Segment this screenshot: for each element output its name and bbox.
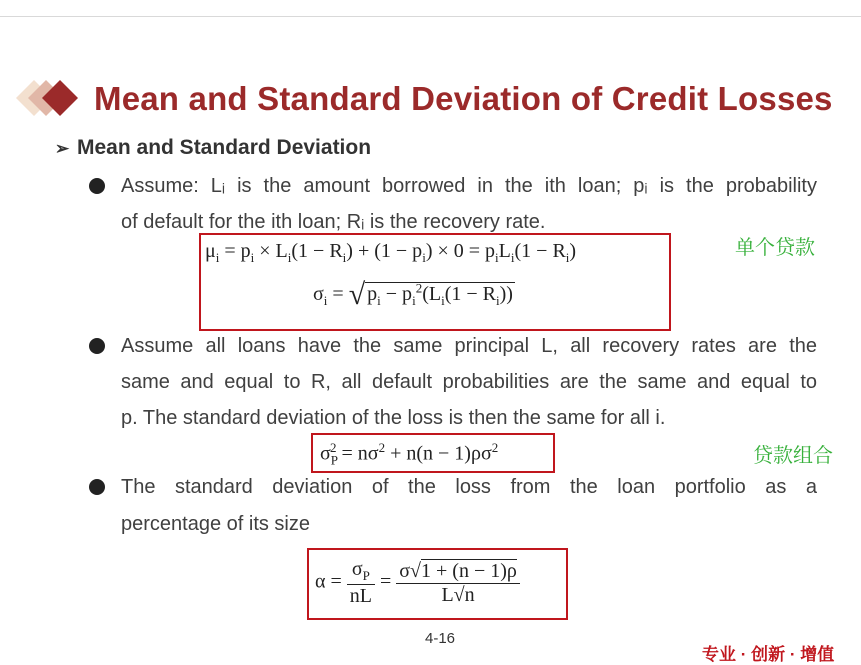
bullet3-line1: The standard deviation of the loss from the loan portfolio as a [121, 476, 817, 498]
diamond-logo-icon [16, 78, 86, 118]
alpha-formula: α = $\frac{\sigma_P}{nL}$ = $\frac{\sigma√1 + (n - 1)\rho}{L√n}$ [315, 558, 520, 608]
section-heading [55, 136, 371, 160]
bullet-dot [89, 178, 105, 194]
sigma-formula: $\sigma_i$ = √ $p_i - p_i^2(L_i(1 - R_i))$ [313, 278, 513, 311]
bullet2-line1: Assume all loans have the same principal L, all recovery rates are the [121, 335, 817, 357]
portfolio-variance-formula: $\sigma_P^2 = n\sigma^2 + n(n - 1)\rho\sigma^2$ [320, 440, 499, 468]
footer-slogan: 专业 · 创新 · 增值 [702, 645, 835, 664]
bullet2-line3: p. The standard deviation of the loss is then the same for all i. [121, 407, 666, 429]
bullet1-line2: of default for the ith loan; Rᵢ is the recovery rate. [121, 211, 546, 233]
bullet3-line2: percentage of its size [121, 513, 310, 535]
bullet1-line1: Assume: Lᵢ is the amount borrowed in the ith loan; pᵢ is the probability [121, 175, 817, 197]
arrow-bullet-icon: ➢ [55, 139, 70, 158]
note-portfolio: 贷款组合 [753, 445, 833, 467]
note-single-loan: 单个贷款 [735, 237, 815, 259]
mean-formula: $\mu_i = p_i \times L_i(1 - R_i) + (1 - p_i) \times 0 = p_iL_i(1 - R_i)$ [205, 240, 577, 265]
page-number: 4-16 [425, 630, 456, 647]
bullet-dot [89, 338, 105, 354]
slide-title: Mean and Standard Deviation of Credit Losses [94, 80, 833, 117]
bullet2-line2: same and equal to R, all default probabilities are the same and equal to [121, 371, 817, 393]
bullet-dot [89, 479, 105, 495]
fraction-sigma-over-nl: $\frac{\sigma_P}{nL}$ [347, 558, 375, 608]
top-divider-line [0, 16, 861, 17]
fraction-final: $\frac{\sigma√1 + (n - 1)\rho}{L√n}$ [396, 560, 520, 607]
section-heading-text: Mean and Standard Deviation [77, 136, 372, 159]
